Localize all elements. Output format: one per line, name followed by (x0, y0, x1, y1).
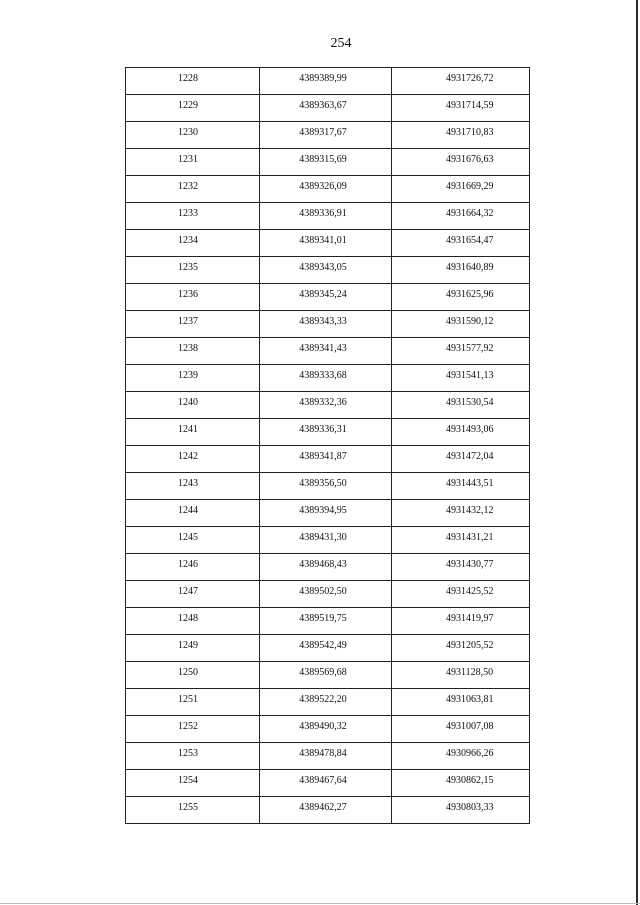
table-row (126, 554, 530, 581)
cell-text: 1252 (178, 721, 198, 732)
y-coordinate-cell (391, 770, 529, 797)
table-row (126, 770, 530, 797)
point-number-cell (126, 149, 260, 176)
cell-text: 4931676,63 (445, 154, 494, 165)
table-row (126, 365, 530, 392)
x-coordinate-cell (260, 149, 392, 176)
x-coordinate-cell (260, 716, 392, 743)
cell-text: 1240 (178, 397, 198, 408)
cell-text: 1237 (178, 316, 198, 327)
cell-text: 4931726,72 (445, 73, 494, 84)
cell-text: 1243 (178, 478, 198, 489)
cell-text: 4389468,43 (299, 559, 347, 570)
cell-text: 4389341,43 (299, 343, 347, 354)
cell-text: 1242 (178, 451, 198, 462)
cell-text: 4389431,30 (299, 532, 347, 543)
cell-text: 4931530,54 (445, 397, 494, 408)
cell-text: 4931128,50 (445, 667, 494, 678)
cell-text: 4930803,33 (445, 802, 494, 813)
cell-text: 4931431,21 (445, 532, 494, 543)
cell-text: 4931472,04 (445, 451, 494, 462)
cell-text: 4930862,15 (445, 775, 494, 786)
point-number-cell (126, 716, 260, 743)
point-number-cell (126, 392, 260, 419)
point-number-cell (126, 662, 260, 689)
table-row (126, 446, 530, 473)
cell-text: 4931493,06 (445, 424, 494, 435)
point-number-cell (126, 338, 260, 365)
cell-text: 1236 (178, 289, 198, 300)
table-row (126, 338, 530, 365)
cell-text: 4389502,50 (299, 586, 347, 597)
cell-text: 4389490,32 (299, 721, 347, 732)
y-coordinate-cell (391, 554, 529, 581)
table-row (126, 203, 530, 230)
y-coordinate-cell (391, 149, 529, 176)
x-coordinate-cell (260, 581, 392, 608)
cell-text: 4931432,12 (445, 505, 494, 516)
cell-text: 4931205,52 (445, 640, 494, 651)
cell-text: 1254 (178, 775, 198, 786)
cell-text: 1250 (178, 667, 198, 678)
coordinates-table (125, 67, 530, 824)
point-number-cell (126, 122, 260, 149)
y-coordinate-cell (391, 581, 529, 608)
table-row (126, 743, 530, 770)
cell-text: 4931640,89 (445, 262, 494, 273)
cell-text: 4931419,97 (445, 613, 494, 624)
cell-text: 4931714,59 (445, 100, 494, 111)
y-coordinate-cell (391, 446, 529, 473)
y-coordinate-cell (391, 689, 529, 716)
table-row (126, 311, 530, 338)
point-number-cell (126, 284, 260, 311)
cell-text: 1234 (178, 235, 198, 246)
table-row (126, 662, 530, 689)
cell-text: 4389467,64 (299, 775, 347, 786)
cell-text: 4389343,33 (299, 316, 347, 327)
cell-text: 1251 (178, 694, 198, 705)
y-coordinate-cell (391, 365, 529, 392)
table-row (126, 581, 530, 608)
y-coordinate-cell (391, 473, 529, 500)
page-edge-line (636, 0, 638, 905)
point-number-cell (126, 230, 260, 257)
point-number-cell (126, 176, 260, 203)
table-row (126, 419, 530, 446)
y-coordinate-cell (391, 635, 529, 662)
y-coordinate-cell (391, 608, 529, 635)
cell-text: 4931443,51 (445, 478, 494, 489)
cell-text: 1246 (178, 559, 198, 570)
cell-text: 4389462,27 (299, 802, 347, 813)
x-coordinate-cell (260, 473, 392, 500)
x-coordinate-cell (260, 338, 392, 365)
x-coordinate-cell (260, 176, 392, 203)
cell-text: 4930966,26 (445, 748, 494, 759)
point-number-cell (126, 500, 260, 527)
cell-text: 4389522,20 (299, 694, 347, 705)
cell-text: 1229 (178, 100, 198, 111)
point-number-cell (126, 554, 260, 581)
x-coordinate-cell (260, 122, 392, 149)
cell-text: 1247 (178, 586, 198, 597)
cell-text: 4389569,68 (299, 667, 347, 678)
cell-text: 1245 (178, 532, 198, 543)
cell-text: 4389336,31 (299, 424, 347, 435)
y-coordinate-cell (391, 203, 529, 230)
table-row (126, 257, 530, 284)
point-number-cell (126, 203, 260, 230)
x-coordinate-cell (260, 230, 392, 257)
cell-text: 1239 (178, 370, 198, 381)
table-row (126, 635, 530, 662)
cell-text: 4389317,67 (299, 127, 347, 138)
x-coordinate-cell (260, 203, 392, 230)
cell-text: 1248 (178, 613, 198, 624)
point-number-cell (126, 473, 260, 500)
cell-text: 4389356,50 (299, 478, 347, 489)
cell-text: 4389363,67 (299, 100, 347, 111)
cell-text: 1244 (178, 505, 198, 516)
point-number-cell (126, 419, 260, 446)
y-coordinate-cell (391, 257, 529, 284)
cell-text: 4389326,09 (299, 181, 347, 192)
x-coordinate-cell (260, 500, 392, 527)
table-row (126, 149, 530, 176)
point-number-cell (126, 68, 260, 95)
point-number-cell (126, 770, 260, 797)
cell-text: 4389389,99 (299, 73, 347, 84)
y-coordinate-cell (391, 743, 529, 770)
cell-text: 4389345,24 (299, 289, 347, 300)
table-row (126, 527, 530, 554)
cell-text: 4931654,47 (445, 235, 494, 246)
cell-text: 4931625,96 (445, 289, 494, 300)
x-coordinate-cell (260, 635, 392, 662)
x-coordinate-cell (260, 284, 392, 311)
cell-text: 4389519,75 (299, 613, 347, 624)
table-row (126, 284, 530, 311)
cell-text: 4389341,87 (299, 451, 347, 462)
point-number-cell (126, 797, 260, 824)
y-coordinate-cell (391, 392, 529, 419)
cell-text: 4931430,77 (445, 559, 494, 570)
point-number-cell (126, 446, 260, 473)
cell-text: 4389542,49 (299, 640, 347, 651)
cell-text: 1231 (178, 154, 198, 165)
point-number-cell (126, 581, 260, 608)
table-row (126, 608, 530, 635)
table-row (126, 473, 530, 500)
cell-text: 4389394,95 (299, 505, 347, 516)
y-coordinate-cell (391, 797, 529, 824)
x-coordinate-cell (260, 689, 392, 716)
x-coordinate-cell (260, 770, 392, 797)
x-coordinate-cell (260, 527, 392, 554)
point-number-cell (126, 365, 260, 392)
cell-text: 4931541,13 (445, 370, 494, 381)
x-coordinate-cell (260, 365, 392, 392)
table-row (126, 95, 530, 122)
cell-text: 1230 (178, 127, 198, 138)
x-coordinate-cell (260, 743, 392, 770)
cell-text: 4389333,68 (299, 370, 347, 381)
x-coordinate-cell (260, 608, 392, 635)
y-coordinate-cell (391, 311, 529, 338)
point-number-cell (126, 608, 260, 635)
cell-text: 4931710,83 (445, 127, 494, 138)
cell-text: 1253 (178, 748, 198, 759)
x-coordinate-cell (260, 257, 392, 284)
cell-text: 1235 (178, 262, 198, 273)
x-coordinate-cell (260, 311, 392, 338)
point-number-cell (126, 689, 260, 716)
page-bottom-edge (0, 903, 640, 904)
point-number-cell (126, 635, 260, 662)
cell-text: 4389332,36 (299, 397, 347, 408)
cell-text: 1228 (178, 73, 198, 84)
point-number-cell (126, 527, 260, 554)
y-coordinate-cell (391, 95, 529, 122)
point-number-cell (126, 743, 260, 770)
cell-text: 4931063,81 (445, 694, 494, 705)
cell-text: 1255 (178, 802, 198, 813)
cell-text: 4389336,91 (299, 208, 347, 219)
point-number-cell (126, 311, 260, 338)
cell-text: 4931577,92 (445, 343, 494, 354)
cell-text: 4389341,01 (299, 235, 347, 246)
cell-text: 4931590,12 (445, 316, 494, 327)
x-coordinate-cell (260, 68, 392, 95)
x-coordinate-cell (260, 446, 392, 473)
x-coordinate-cell (260, 662, 392, 689)
cell-text: 4389315,69 (299, 154, 347, 165)
cell-text: 4389478,84 (299, 748, 347, 759)
cell-text: 1233 (178, 208, 198, 219)
y-coordinate-cell (391, 176, 529, 203)
cell-text: 1238 (178, 343, 198, 354)
y-coordinate-cell (391, 662, 529, 689)
table-row (126, 392, 530, 419)
y-coordinate-cell (391, 419, 529, 446)
y-coordinate-cell (391, 716, 529, 743)
point-number-cell (126, 95, 260, 122)
table-row (126, 716, 530, 743)
cell-text: 4931664,32 (445, 208, 494, 219)
cell-text: 1249 (178, 640, 198, 651)
x-coordinate-cell (260, 95, 392, 122)
cell-text: 4931669,29 (445, 181, 494, 192)
cell-text: 4931425,52 (445, 586, 494, 597)
x-coordinate-cell (260, 392, 392, 419)
table-row (126, 500, 530, 527)
y-coordinate-cell (391, 230, 529, 257)
point-number-cell (126, 257, 260, 284)
x-coordinate-cell (260, 797, 392, 824)
y-coordinate-cell (391, 68, 529, 95)
table-row (126, 230, 530, 257)
cell-text: 4389343,05 (299, 262, 347, 273)
cell-text: 1241 (178, 424, 198, 435)
cell-text: 1232 (178, 181, 198, 192)
y-coordinate-cell (391, 527, 529, 554)
y-coordinate-cell (391, 122, 529, 149)
page-number: 254 (330, 36, 352, 51)
y-coordinate-cell (391, 500, 529, 527)
y-coordinate-cell (391, 338, 529, 365)
y-coordinate-cell (391, 284, 529, 311)
x-coordinate-cell (260, 554, 392, 581)
table-row (126, 689, 530, 716)
x-coordinate-cell (260, 419, 392, 446)
table-row (126, 176, 530, 203)
coordinates-table-body (126, 68, 530, 824)
cell-text: 4931007,08 (445, 721, 494, 732)
table-row (126, 122, 530, 149)
table-row (126, 68, 530, 95)
table-row (126, 797, 530, 824)
